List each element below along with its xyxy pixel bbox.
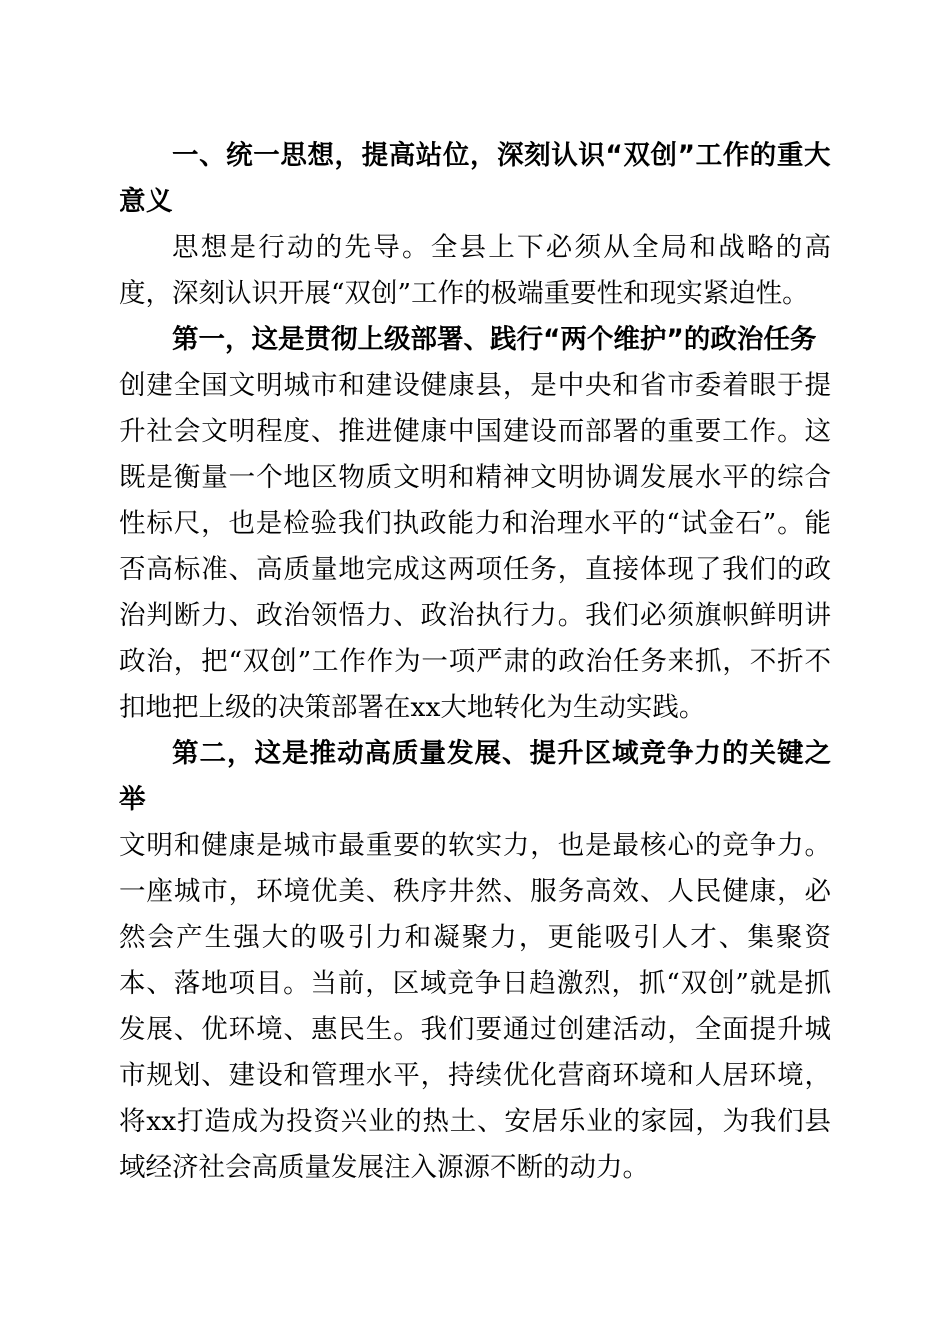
point-1-title: 第一，这是贯彻上级部署、践行“两个维护”的政治任务	[172, 324, 817, 355]
point-block-1	[119, 317, 831, 731]
section-heading: 一、统一思想，提高站位，深刻认识“双创”工作的重大意义	[119, 140, 831, 217]
intro-paragraph: 思想是行动的先导。全县上下必须从全局和战略的高度，深刻认识开展“双创”工作的极端重要性和现实紧迫性。	[119, 232, 831, 309]
point-2-title: 第二，这是推动高质量发展、提升区域竞争力的关键之举	[119, 738, 831, 815]
point-1-body: 创建全国文明城市和建设健康县，是中央和省市委着眼于提升社会文明程度、推进健康中国建设而部署的重要工作。这既是衡量一个地区物质文明和精神文明协调发展水平的综合性标尺，也是检验我们执政能力和治理水平的“试金石”。能否高标准、高质量地完成这两项任务，直接体现了我们的政治判断力、政治领悟力、政治执行力。我们必须旗帜鲜明讲政治，把“双创”工作作为一项严肃的政治任务来抓，不折不扣地把上级的决策部署在xx大地转化为生动实践。	[119, 370, 831, 723]
document-page	[119, 133, 831, 1191]
point-2-body: 文明和健康是城市最重要的软实力，也是最核心的竞争力。一座城市，环境优美、秩序井然、服务高效、人民健康，必然会产生强大的吸引力和凝聚力，更能吸引人才、集聚资本、落地项目。当前，区域竞争日趋激烈，抓“双创”就是抓发展、优环境、惠民生。我们要通过创建活动，全面提升城市规划、建设和管理水平，持续优化营商环境和人居环境，将xx打造成为投资兴业的热土、安居乐业的家园，为我们县域经济社会高质量发展注入源源不断的动力。	[119, 830, 831, 1183]
point-block-2	[119, 731, 831, 1191]
